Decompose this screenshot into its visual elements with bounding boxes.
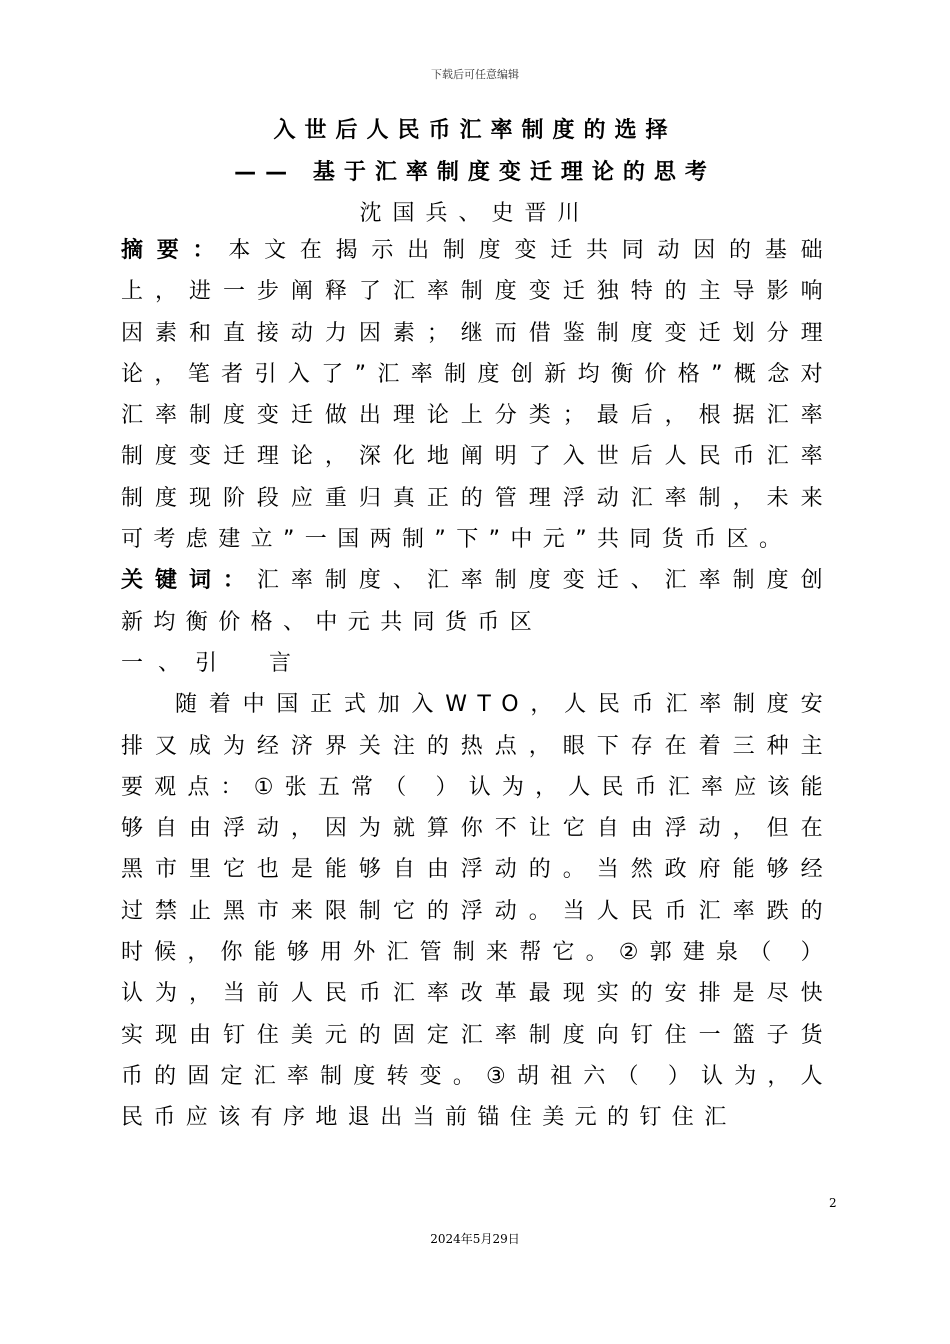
abstract-label: 摘要：: [121, 238, 229, 263]
page-footer-date: 2024年5月29日: [430, 1232, 520, 1246]
document-body: [121, 230, 833, 1139]
section-heading: 一、引 言: [121, 650, 307, 676]
page-header: 下载后可任意编辑: [431, 68, 519, 81]
page-number: 2: [829, 1196, 837, 1210]
authors: 沈国兵、史晋川: [359, 201, 591, 226]
abstract-paragraph: [121, 230, 833, 560]
document-title: 入世后人民币汇率制度的选择: [273, 118, 677, 143]
keywords-label: 关键词：: [121, 568, 257, 594]
keywords-paragraph: [121, 560, 833, 643]
body-paragraph: 随着中国正式加入WTO，人民币汇率制度安排又成为经济界关注的热点，眼下存在着三种主要观点：①张五常（ ）认为，人民币汇率应该能够自由浮动，因为就算你不让它自由浮动，但在黑市里它也是能够自由浮动的。当然政府能够经过禁止黑市来限制它的浮动。当人民币汇率跌的时候，你能够用外汇管制来帮它。②郭建泉（ ）认为，当前人民币汇率改革最现实的安排是尽快实现由钉住美元的固定汇率制度向钉住一篮子货币的固定汇率制度转变。③胡祖六（ ）认为，人民币应该有序地退出当前锚住美元的钉住汇: [121, 692, 833, 1131]
abstract-text: 本文在揭示出制度变迁共同动因的基础上，进一步阐释了汇率制度变迁独特的主导影响因素和直接动力因素；继而借鉴制度变迁划分理论，笔者引入了”汇率制度创新均衡价格”概念对汇率制度变迁做出理论上分类；最后，根据汇率制度变迁理论，深化地阐明了入世后人民币汇率制度现阶段应重归真正的管理浮动汇率制，未来可考虑建立”一国两制”下”中元”共同货币区。: [121, 238, 833, 553]
keywords-text: 汇率制度、汇率制度变迁、汇率制度创新均衡价格、中元共同货币区: [121, 568, 833, 635]
document-subtitle: —— 基于汇率制度变迁理论的思考: [234, 160, 716, 185]
